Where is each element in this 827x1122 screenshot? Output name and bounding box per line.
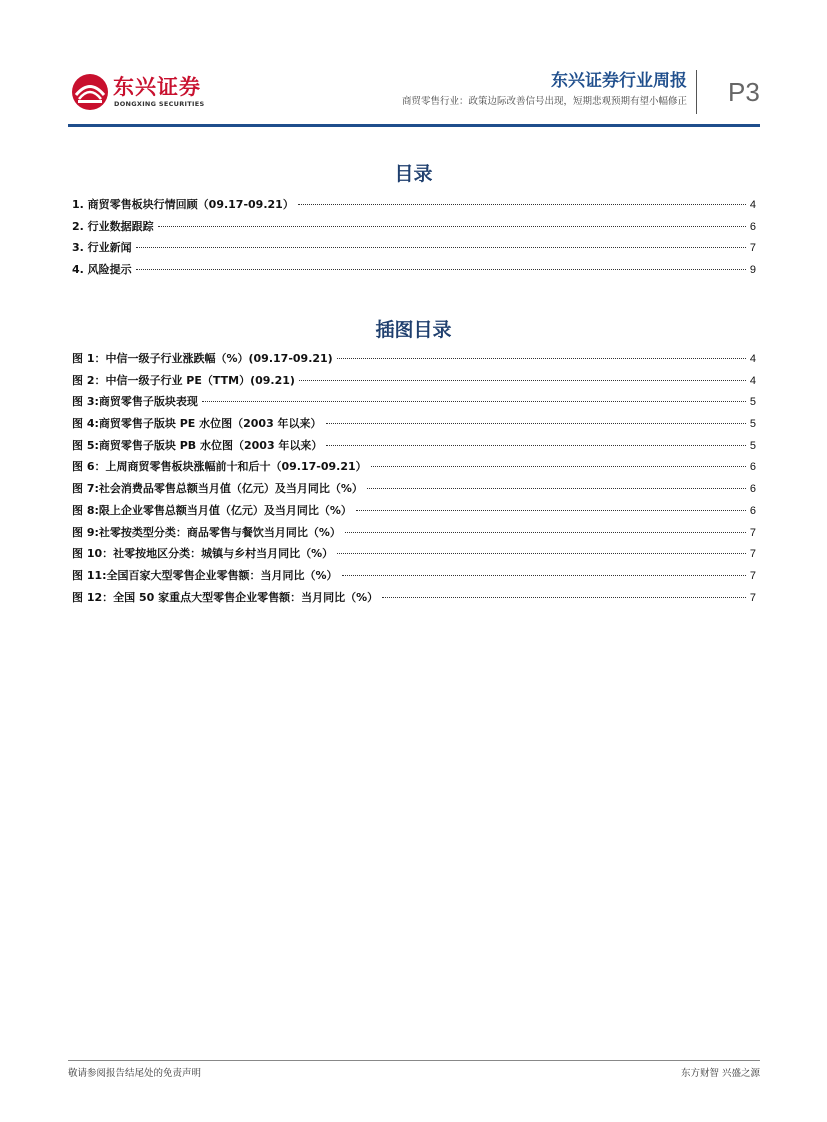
figure-entry[interactable] [72,374,756,396]
figure-entry-page: 5 [749,418,756,431]
figure-entry[interactable] [72,395,756,417]
toc-dot-leader [367,488,746,489]
report-subtitle: 商贸零售行业：政策边际改善信号出现，短期悲观预期有望小幅修正 [401,96,687,107]
toc-entry-label: 3. 行业新闻 [72,241,132,255]
figure-list [72,352,756,612]
figure-entry-label: 图 6：上周商贸零售板块涨幅前十和后十（09.17-09.21） [72,460,367,474]
toc-dot-leader [326,423,746,424]
toc-dot-leader [136,269,746,270]
toc-entry-label: 2. 行业数据跟踪 [72,219,154,233]
toc-dot-leader [356,510,746,511]
figure-entry-label: 图 2：中信一级子行业 PE（TTM）(09.21) [72,373,295,387]
figure-entry[interactable] [72,526,756,548]
toc-entry-page: 9 [749,264,756,277]
header-rule [68,124,760,127]
figure-entry[interactable] [72,482,756,504]
figure-entry-page: 4 [749,374,756,387]
toc-entry-page: 6 [749,220,756,233]
logo-english-name: DONGXING SECURITIES [114,100,205,108]
logo-chinese-name: 东兴证券 [113,75,201,99]
figure-entry-label: 图 7:社会消费品零售总额当月值（亿元）及当月同比（%） [72,482,363,496]
footer-disclaimer: 敬请参阅报告结尾处的免责声明 [68,1068,202,1079]
toc-dot-leader [337,553,746,554]
figure-entry-page: 5 [749,396,756,409]
toc-dot-leader [371,466,746,467]
toc-list [72,198,756,285]
toc-dot-leader [298,204,746,205]
toc-dot-leader [202,401,746,402]
figure-entry-page: 7 [749,569,756,582]
toc-dot-leader [337,358,746,359]
toc-entry-label: 4. 风险提示 [72,263,132,277]
toc-entry[interactable] [72,220,756,242]
figure-entry-label: 图 4:商贸零售子版块 PE 水位图（2003 年以来） [72,417,322,431]
figure-entry-page: 7 [749,591,756,604]
header-divider [696,70,697,114]
figure-entry[interactable] [72,591,756,613]
toc-dot-leader [158,226,746,227]
figure-entry-page: 6 [749,504,756,517]
figure-entry-label: 图 5:商贸零售子版块 PB 水位图（2003 年以来） [72,438,323,452]
dongxing-logo-icon [70,72,110,112]
toc-dot-leader [382,597,746,598]
toc-dot-leader [345,532,746,533]
footer-rule [68,1060,760,1061]
toc-dot-leader [342,575,746,576]
toc-entry-page: 4 [749,199,756,211]
figure-entry-label: 图 9:社零按类型分类：商品零售与餐饮当月同比（%） [72,525,341,539]
figure-entry-label: 图 10：社零按地区分类：城镇与乡村当月同比（%） [72,547,334,561]
toc-title: 目录 [394,163,433,185]
figure-entry-page: 5 [749,439,756,452]
toc-entry-page: 7 [749,242,756,255]
figure-entry[interactable] [72,569,756,591]
toc-entry[interactable] [72,198,756,220]
figure-entry[interactable] [72,417,756,439]
figure-entry-page: 6 [749,483,756,496]
toc-entry[interactable] [72,263,756,285]
company-logo [70,72,210,112]
figure-entry-page: 6 [749,461,756,474]
figure-entry[interactable] [72,504,756,526]
figure-entry-label: 图 1：中信一级子行业涨跌幅（%）(09.17-09.21) [72,352,333,365]
toc-dot-leader [299,380,746,381]
figure-entry-page: 7 [749,526,756,539]
footer-slogan: 东方财智 兴盛之源 [680,1068,760,1079]
page-header [0,0,827,130]
figure-entry-page: 7 [749,548,756,561]
figure-entry-label: 图 12：全国 50 家重点大型零售企业零售额：当月同比（%） [72,590,379,604]
figure-list-title: 插图目录 [375,319,452,341]
toc-entry-label: 1. 商贸零售板块行情回顾（09.17-09.21） [72,198,294,211]
figure-entry-label: 图 11:全国百家大型零售企业零售额：当月同比（%） [72,568,338,582]
figure-entry[interactable] [72,352,756,374]
figure-entry-label: 图 8:限上企业零售总额当月值（亿元）及当月同比（%） [72,503,352,517]
figure-entry-page: 4 [749,353,756,365]
figure-entry[interactable] [72,460,756,482]
toc-entry[interactable] [72,241,756,263]
toc-dot-leader [326,445,745,446]
figure-entry[interactable] [72,547,756,569]
toc-dot-leader [136,247,746,248]
report-series-title: 东兴证券行业周报 [551,71,687,91]
figure-entry[interactable] [72,439,756,461]
figure-entry-label: 图 3:商贸零售子版块表现 [72,395,198,409]
page-number: P3 [728,77,760,107]
